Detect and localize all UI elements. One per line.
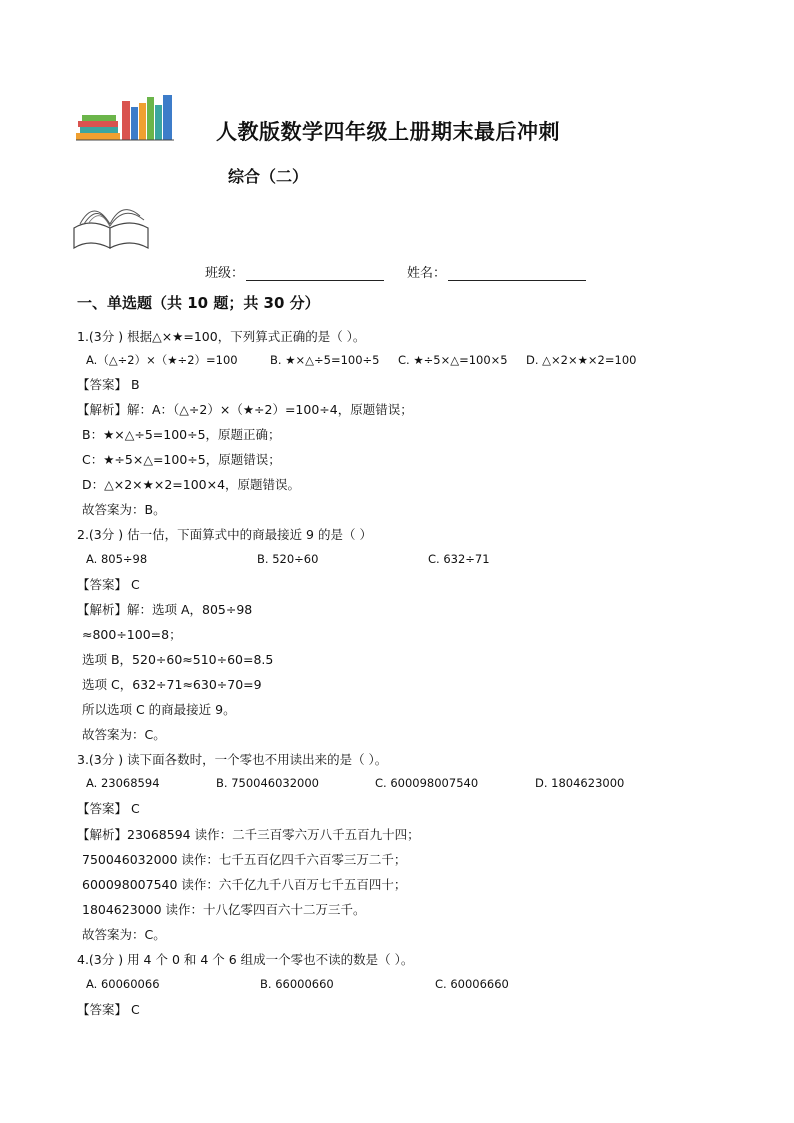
name-label: 姓名： xyxy=(407,266,447,281)
section-heading: 一、单选题（共 10 题；共 30 分） xyxy=(77,294,320,312)
q2-explain-line: 【解析】解：选项 A，805÷98 xyxy=(77,602,253,617)
q4-option-b: B. 66000660 xyxy=(260,977,334,991)
q1-option-a: A.（△÷2）×（★÷2）=100 xyxy=(86,353,238,367)
q2-explain-line: 选项 C，632÷71≈630÷70=9 xyxy=(82,677,262,692)
open-book-icon xyxy=(70,194,152,252)
q1-explain-line: D：△×2×★×2=100×4，原题错误。 xyxy=(82,477,301,492)
q2-explain-line: 故答案为：C。 xyxy=(82,727,166,742)
q2-explain-line: 选项 B，520÷60≈510÷60=8.5 xyxy=(82,652,274,667)
question-1-stem: 1.(3分 ) 根据△×★=100，下列算式正确的是（ ）。 xyxy=(77,329,366,344)
q1-answer: 【答案】 B xyxy=(77,377,140,392)
name-field[interactable] xyxy=(407,262,586,281)
q3-option-c: C. 600098007540 xyxy=(375,776,479,790)
q3-explain-line: 600098007540 读作：六千亿九千八百万七千五百四十； xyxy=(82,877,407,892)
q1-option-b: B. ★×△÷5=100÷5 xyxy=(270,353,380,367)
q4-option-a: A. 60060066 xyxy=(86,977,160,991)
q3-explain-line: 1804623000 读作：十八亿零四百六十二万三千。 xyxy=(82,902,366,917)
q1-explain-line: B：★×△÷5=100÷5，原题正确； xyxy=(82,427,281,442)
question-3-stem: 3.(3分 ) 读下面各数时，一个零也不用读出来的是（ ）。 xyxy=(77,752,388,767)
q3-explain-line: 【解析】23068594 读作：二千三百零六万八千五百九十四； xyxy=(77,827,420,842)
q3-option-d: D. 1804623000 xyxy=(535,776,625,790)
q2-option-c: C. 632÷71 xyxy=(428,552,490,566)
question-2-stem: 2.(3分 ) 估一估，下面算式中的商最接近 9 的是（ ） xyxy=(77,527,372,542)
q2-explain-line: 所以选项 C 的商最接近 9。 xyxy=(82,702,236,717)
class-blank[interactable] xyxy=(246,266,384,281)
question-4-stem: 4.(3分 ) 用 4 个 0 和 4 个 6 组成一个零也不读的数是（ ）。 xyxy=(77,952,414,967)
page-subtitle: 综合（二） xyxy=(228,167,309,186)
q2-option-b: B. 520÷60 xyxy=(257,552,319,566)
q2-option-a: A. 805÷98 xyxy=(86,552,148,566)
q2-answer: 【答案】 C xyxy=(77,577,140,592)
q1-explain-line: C：★÷5×△=100÷5，原题错误； xyxy=(82,452,281,467)
name-blank[interactable] xyxy=(448,266,586,281)
q1-explain-line: 【解析】解：A：（△÷2）×（★÷2）=100÷4，原题错误； xyxy=(77,402,413,417)
q3-option-b: B. 750046032000 xyxy=(216,776,320,790)
q3-explain-line: 750046032000 读作：七千五百亿四千六百零三万二千； xyxy=(82,852,407,867)
class-label: 班级： xyxy=(205,266,245,281)
class-field[interactable] xyxy=(205,262,384,281)
q1-option-d: D. △×2×★×2=100 xyxy=(526,353,637,367)
q1-option-c: C. ★÷5×△=100×5 xyxy=(398,353,508,367)
page-title: 人教版数学四年级上册期末最后冲刺 xyxy=(216,119,560,144)
q2-explain-line: ≈800÷100=8； xyxy=(82,627,182,642)
q3-explain-line: 故答案为：C。 xyxy=(82,927,166,942)
q1-explain-line: 故答案为：B。 xyxy=(82,502,166,517)
q3-option-a: A. 23068594 xyxy=(86,776,160,790)
q4-answer: 【答案】 C xyxy=(77,1002,140,1017)
q3-answer: 【答案】 C xyxy=(77,801,140,816)
q4-option-c: C. 60006660 xyxy=(435,977,509,991)
book-stack-icon xyxy=(76,93,176,143)
